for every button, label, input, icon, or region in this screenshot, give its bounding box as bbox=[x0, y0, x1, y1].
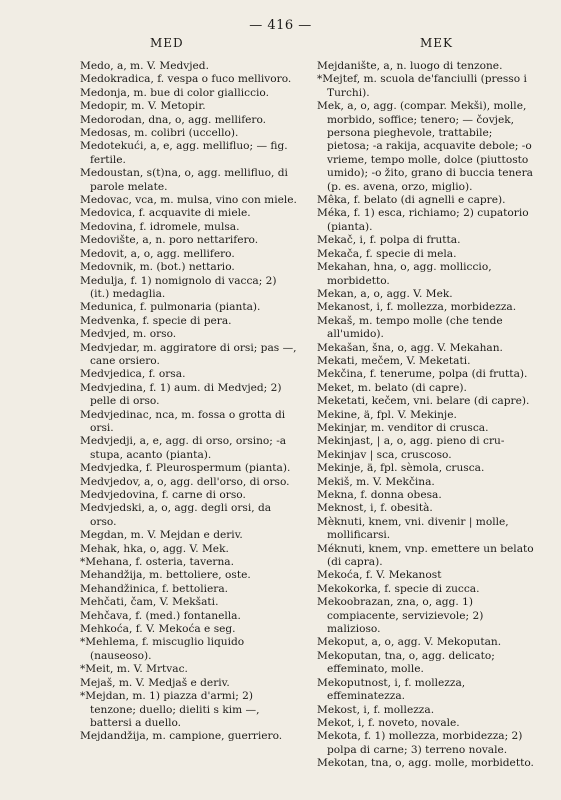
dictionary-entry: Medosas, m. colibri (uccello). bbox=[80, 127, 239, 140]
dictionary-entry: Mekotan, tna, o, agg. molle, morbidetto. bbox=[317, 757, 534, 770]
dictionary-entry: Mekan, a, o, agg. V. Mek. bbox=[317, 287, 453, 300]
dictionary-entry: Medovac, vca, m. mulsa, vino con miele. bbox=[80, 194, 297, 207]
dictionary-entry: Megdan, m. V. Mejdan e deriv. bbox=[80, 529, 243, 542]
dictionary-entry: Mekčina, f. tenerume, polpa (di frutta). bbox=[317, 368, 528, 381]
left-column bbox=[80, 60, 298, 744]
dictionary-entry: Mekanost, i, f. mollezza, morbidezza. bbox=[317, 301, 517, 314]
dictionary-entry: Medvjedovina, f. carne di orso. bbox=[80, 489, 246, 501]
dictionary-entry: Medovica, f. acquavite di miele. bbox=[80, 207, 251, 220]
dictionary-entry: Mekoobrazan, zna, o, agg. 1) compiacente, servizievole; 2) malizioso. bbox=[317, 596, 484, 636]
dictionary-entry: Mekiš, m. V. Mekčina. bbox=[317, 475, 435, 488]
dictionary-entry: *Mejtef, m. scuola de'fanciulli (presso i Turchi). bbox=[317, 73, 527, 99]
dictionary-entry: Medunica, f. pulmonaria (pianta). bbox=[80, 301, 261, 314]
header-right-guideword: MEK bbox=[420, 36, 454, 50]
dictionary-entry: Mehčati, čam, V. Mekšati. bbox=[80, 596, 219, 609]
dictionary-entry: Medopir, m. V. Metopir. bbox=[80, 100, 206, 113]
dictionary-entry: Mejdanište, a, n. luogo di tenzone. bbox=[317, 60, 503, 72]
dictionary-entry: Medvjedka, f. Pleurospermum (pianta). bbox=[80, 462, 291, 475]
dictionary-entry: Mehandžija, m. bettoliere, oste. bbox=[80, 569, 251, 582]
dictionary-entry: Mehandžinica, f. bettoliera. bbox=[80, 582, 229, 595]
dictionary-entry: Mejaš, m. V. Medjaš e deriv. bbox=[80, 676, 230, 689]
dictionary-entry: Mekahan, hna, o, agg. molliccio, morbidetto. bbox=[317, 261, 492, 287]
dictionary-entry: Medulja, f. 1) nomignolo di vacca; 2) (it.) medaglia. bbox=[80, 274, 277, 300]
dictionary-entry: Medvjedina, f. 1) aum. di Medvjed; 2) pelle di orso. bbox=[80, 381, 282, 408]
dictionary-entry: Mêka, f. belato (di agnelli e capre). bbox=[317, 194, 506, 207]
dictionary-entry: Mekoputnost, i, f. mollezza, effeminatezza. bbox=[317, 676, 466, 703]
dictionary-entry: Medovina, f. idromele, mulsa. bbox=[80, 220, 240, 233]
dictionary-entry: Medo, a, m. V. Medvjed. bbox=[80, 60, 209, 72]
dictionary-entry: Medokradica, f. vespa o fuco mellivoro. bbox=[80, 73, 292, 86]
dictionary-entry: Mekinjast, | a, o, agg. pieno di cru- bbox=[317, 435, 505, 448]
dictionary-entry: Mekinjar, m. venditor di crusca. bbox=[317, 421, 489, 434]
dictionary-entry: Mek, a, o, agg. (compar. Mekši), molle, morbido, soffice; tenero; — čovjek, persona pieghevole, trattabile; pietosa; -a rakija, acquavite debole; -o vrieme, tempo molle, dolce (piuttosto umido); -o žito, grano di buccia tenera (p. es. avena, orzo, miglio). bbox=[317, 100, 533, 193]
dictionary-entry: Mekna, f. donna obesa. bbox=[317, 489, 442, 501]
dictionary-entry: Medvjed, m. orso. bbox=[80, 328, 177, 341]
dictionary-entry: Medovit, a, o, agg. mellifero. bbox=[80, 247, 235, 260]
dictionary-entry: *Mehana, f. osteria, taverna. bbox=[80, 556, 234, 569]
dictionary-entry: Mekine, ä, fpl. V. Mekinje. bbox=[317, 408, 457, 421]
dictionary-entry: Medvjedica, f. orsa. bbox=[80, 368, 186, 381]
dictionary-entry: Meket, m. belato (di capre). bbox=[317, 381, 467, 394]
dictionary-entry: Mekaš, m. tempo molle (che tende all'umido). bbox=[317, 314, 503, 341]
header-left-guideword: MED bbox=[150, 36, 184, 50]
dictionary-entry: Medvjedinac, nca, m. fossa o grotta di orsi. bbox=[80, 408, 286, 434]
dictionary-entry: Meknost, i, f. obesità. bbox=[317, 502, 433, 515]
dictionary-entry: Mekinjav | sca, cruscoso. bbox=[317, 448, 452, 461]
dictionary-entry: Mekota, f. 1) mollezza, morbidezza; 2) polpa di carne; 3) terreno novale. bbox=[317, 730, 523, 756]
dictionary-entry: Medvjedji, a, e, agg. di orso, orsino; -a stupa, acanto (pianta). bbox=[80, 435, 287, 461]
dictionary-entry: Medvjedar, m. aggiratore di orsi; pas —, cane orsiero. bbox=[80, 341, 297, 367]
dictionary-entry: Mekost, i, f. mollezza. bbox=[317, 703, 435, 716]
dictionary-entry: Mekača, f. specie di mela. bbox=[317, 247, 457, 260]
dictionary-entry: Medonja, m. bue di color gialliccio. bbox=[80, 86, 269, 99]
dictionary-entry: Mehčava, f. (med.) fontanella. bbox=[80, 609, 241, 622]
page-number: — 416 — bbox=[249, 18, 312, 33]
dictionary-entry: Méknuti, knem, vnp. emettere un belato (di capra). bbox=[317, 542, 534, 569]
dictionary-entry: Medvenka, f. specie di pera. bbox=[80, 314, 232, 327]
dictionary-entry: *Meit, m. V. Mrtvac. bbox=[80, 663, 188, 676]
dictionary-entry: *Mehlema, f. miscuglio liquido (nauseoso). bbox=[80, 636, 245, 662]
dictionary-entry: Mekinje, ä, fpl. sèmola, crusca. bbox=[317, 462, 485, 475]
dictionary-entry: Medovište, a, n. poro nettarifero. bbox=[80, 234, 259, 247]
dictionary-entry: Mekoća, f. V. Mekanost bbox=[317, 569, 442, 582]
dictionary-entry: Mekoputan, tna, o, agg. delicato; effeminato, molle. bbox=[317, 649, 495, 676]
dictionary-entry: Mekašan, šna, o, agg. V. Mekahan. bbox=[317, 341, 503, 354]
dictionary-entry: Medotekući, a, e, agg. mellifluo; — fig. fertile. bbox=[80, 140, 288, 166]
dictionary-entry: Mekokorka, f. specie di zucca. bbox=[317, 582, 480, 595]
dictionary-entry: Mekati, mečem, V. Meketati. bbox=[317, 354, 471, 367]
right-column bbox=[317, 60, 535, 771]
dictionary-entry: Medoustan, s(t)na, o, agg. mellifluo, di parole melate. bbox=[80, 167, 288, 193]
dictionary-entry: Medvjedov, a, o, agg. dell'orso, di orso. bbox=[80, 475, 290, 488]
dictionary-entry: Medorodan, dna, o, agg. mellifero. bbox=[80, 113, 267, 126]
dictionary-entry: Mekot, i, f. noveto, novale. bbox=[317, 716, 460, 729]
dictionary-entry: Mehkoća, f. V. Mekoća e seg. bbox=[80, 623, 236, 636]
dictionary-entry: *Mejdan, m. 1) piazza d'armi; 2) tenzone; duello; dieliti s kim —, battersi a duello. bbox=[80, 690, 260, 729]
dictionary-entry: Medovnik, m. (bot.) nettario. bbox=[80, 261, 235, 274]
dictionary-entry: Mehak, hka, o, agg. V. Mek. bbox=[80, 542, 229, 555]
dictionary-entry: Meketati, kečem, vni. belare (di capre). bbox=[317, 395, 530, 408]
dictionary-entry: Mèknuti, knem, vni. divenir | molle, mollificarsi. bbox=[317, 515, 509, 542]
dictionary-entry: Mekoput, a, o, agg. V. Mekoputan. bbox=[317, 636, 502, 649]
dictionary-entry: Medvjedski, a, o, agg. degli orsi, da orso. bbox=[80, 502, 272, 528]
dictionary-entry: Mekač, i, f. polpa di frutta. bbox=[317, 234, 461, 247]
dictionary-entry: Méka, f. 1) esca, richiamo; 2) cupatorio (pianta). bbox=[317, 207, 529, 233]
dictionary-entry: Mejdandžija, m. campione, guerriero. bbox=[80, 730, 283, 743]
